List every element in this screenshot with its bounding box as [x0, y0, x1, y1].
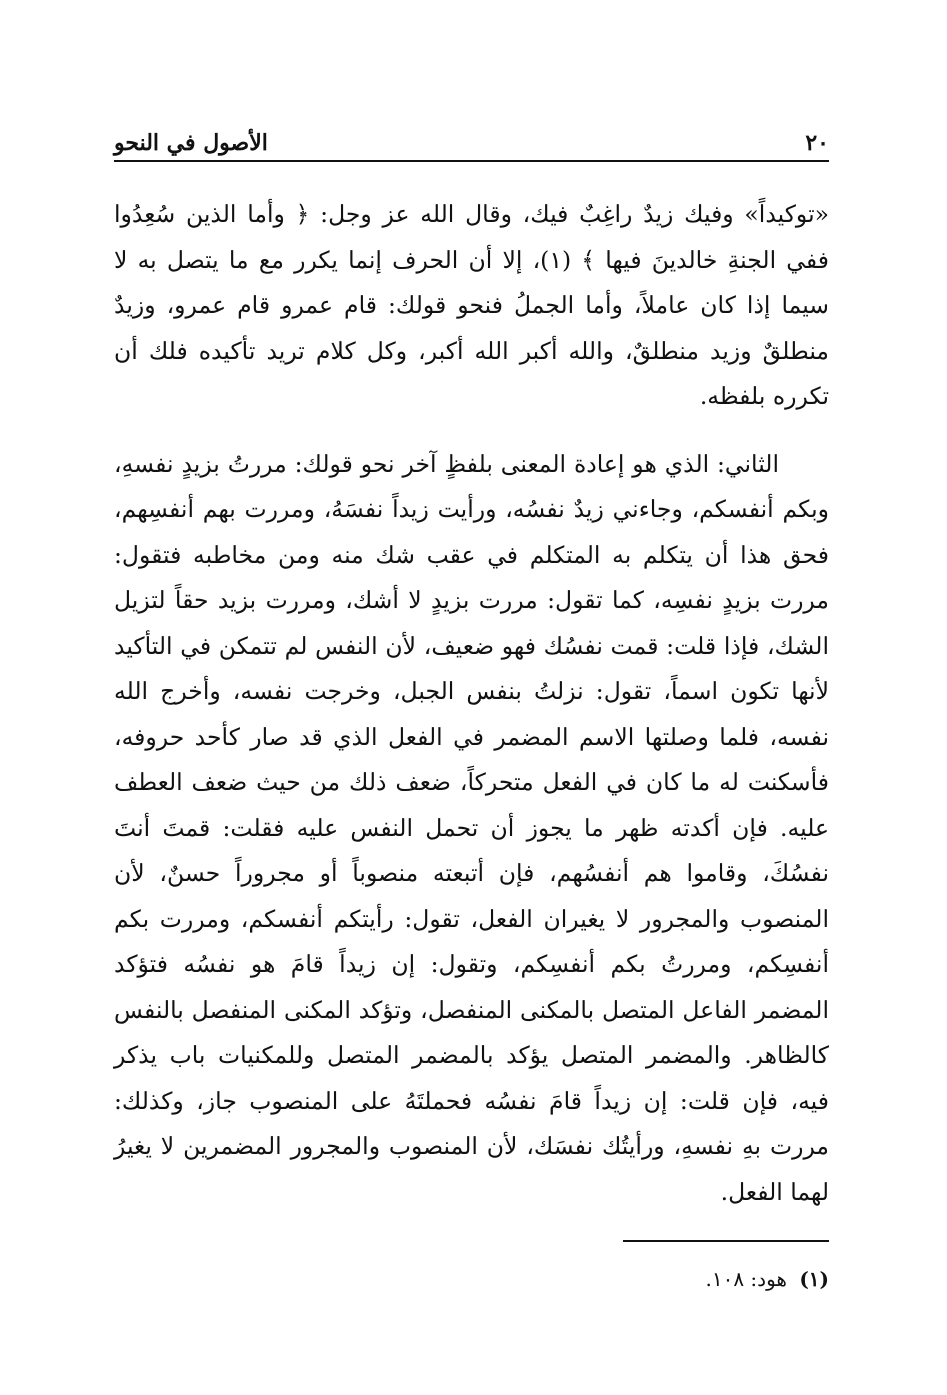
paragraph-1: «توكيداً» وفيك زيدٌ راغِبٌ فيك، وقال الله عز وجل: ﴿ وأما الذين سُعِدُوا ففي الجنةِ خالدينَ فيها ﴾ (١)، إلا أن الحرف إنما يكرر مع ما يتصل به لا سيما إذا كان عاملاً، وأما الجملُ فنحو قولك: قام عمرو قام عمرو، وزيدٌ منطلقٌ وزيد منطلقٌ، والله أكبر الله أكبر، وكل كلام تريد تأكيده فلك أن تكرره بلفظه. [114, 200, 829, 410]
footnote-text: هود: ١٠٨. [705, 1267, 787, 1291]
main-text [114, 192, 829, 1215]
running-header [114, 126, 829, 166]
book-title: الأصول في النحو [114, 130, 268, 156]
footnote-divider [623, 1240, 829, 1242]
page-number: ٢٠ [805, 130, 829, 156]
paragraph-2: الثاني: الذي هو إعادة المعنى بلفظٍ آخر نحو قولك: مررتُ بزيدٍ نفسهِ، وبكم أنفسكم، وجاءني زيدٌ نفسُه، ورأيت زيداً نفسَهُ، ومررت بهم أنفسِهم، فحق هذا أن يتكلم به المتكلم في عقب شك منه ومن مخاطبه فتقول: مررت بزيدٍ نفسِه، كما تقول: مررت بزيدٍ لا أشك، ومررت بزيد حقاً لتزيل الشك، فإذا قلت: قمت نفسُك فهو ضعيف، لأن النفس لم تتمكن في التأكيد لأنها تكون اسماً، تقول: نزلتُ بنفس الجبل، وخرجت نفسه، وأخرج الله نفسه، فلما وصلتها الاسم المضمر في الفعل الذي قد صار كأحد حروفه، فأسكنت له ما كان في الفعل متحركاً، ضعف ذلك من حيث ضعف العطف عليه. فإن أكدته ظهر ما يجوز أن تحمل النفس عليه فقلت: قمتَ أنتَ نفسُكَ، وقاموا هم أنفسُهم، فإن أتبعته منصوباً أو مجروراً حسنٌ، لأن المنصوب والمجرور لا يغيران الفعل، تقول: رأيتكم أنفسكم، ومررت بكم أنفسِكم، ومررتُ بكم أنفسِكم، وتقول: إن زيداً قامَ هو نفسُه فتؤكد المضمر الفاعل المتصل بالمكنى المنفصل، وتؤكد المكنى المنفصل بالنفس كالظاهر. والمضمر المتصل يؤكد بالمضمر المتصل وللمكنيات باب يذكر فيه، فإن قلت: إن زيداً قامَ نفسُه فحملتَهُ على المنصوب جاز، وكذلك: مررت بهِ نفسهِ، ورأيتُك نفسَك، لأن المنصوب والمجرور المضمرين لا يغيرُ لهما الفعل. [114, 449, 829, 1206]
footnote-marker: (١) [799, 1267, 829, 1291]
footnote-1 [705, 1264, 829, 1294]
header-divider [114, 160, 829, 162]
